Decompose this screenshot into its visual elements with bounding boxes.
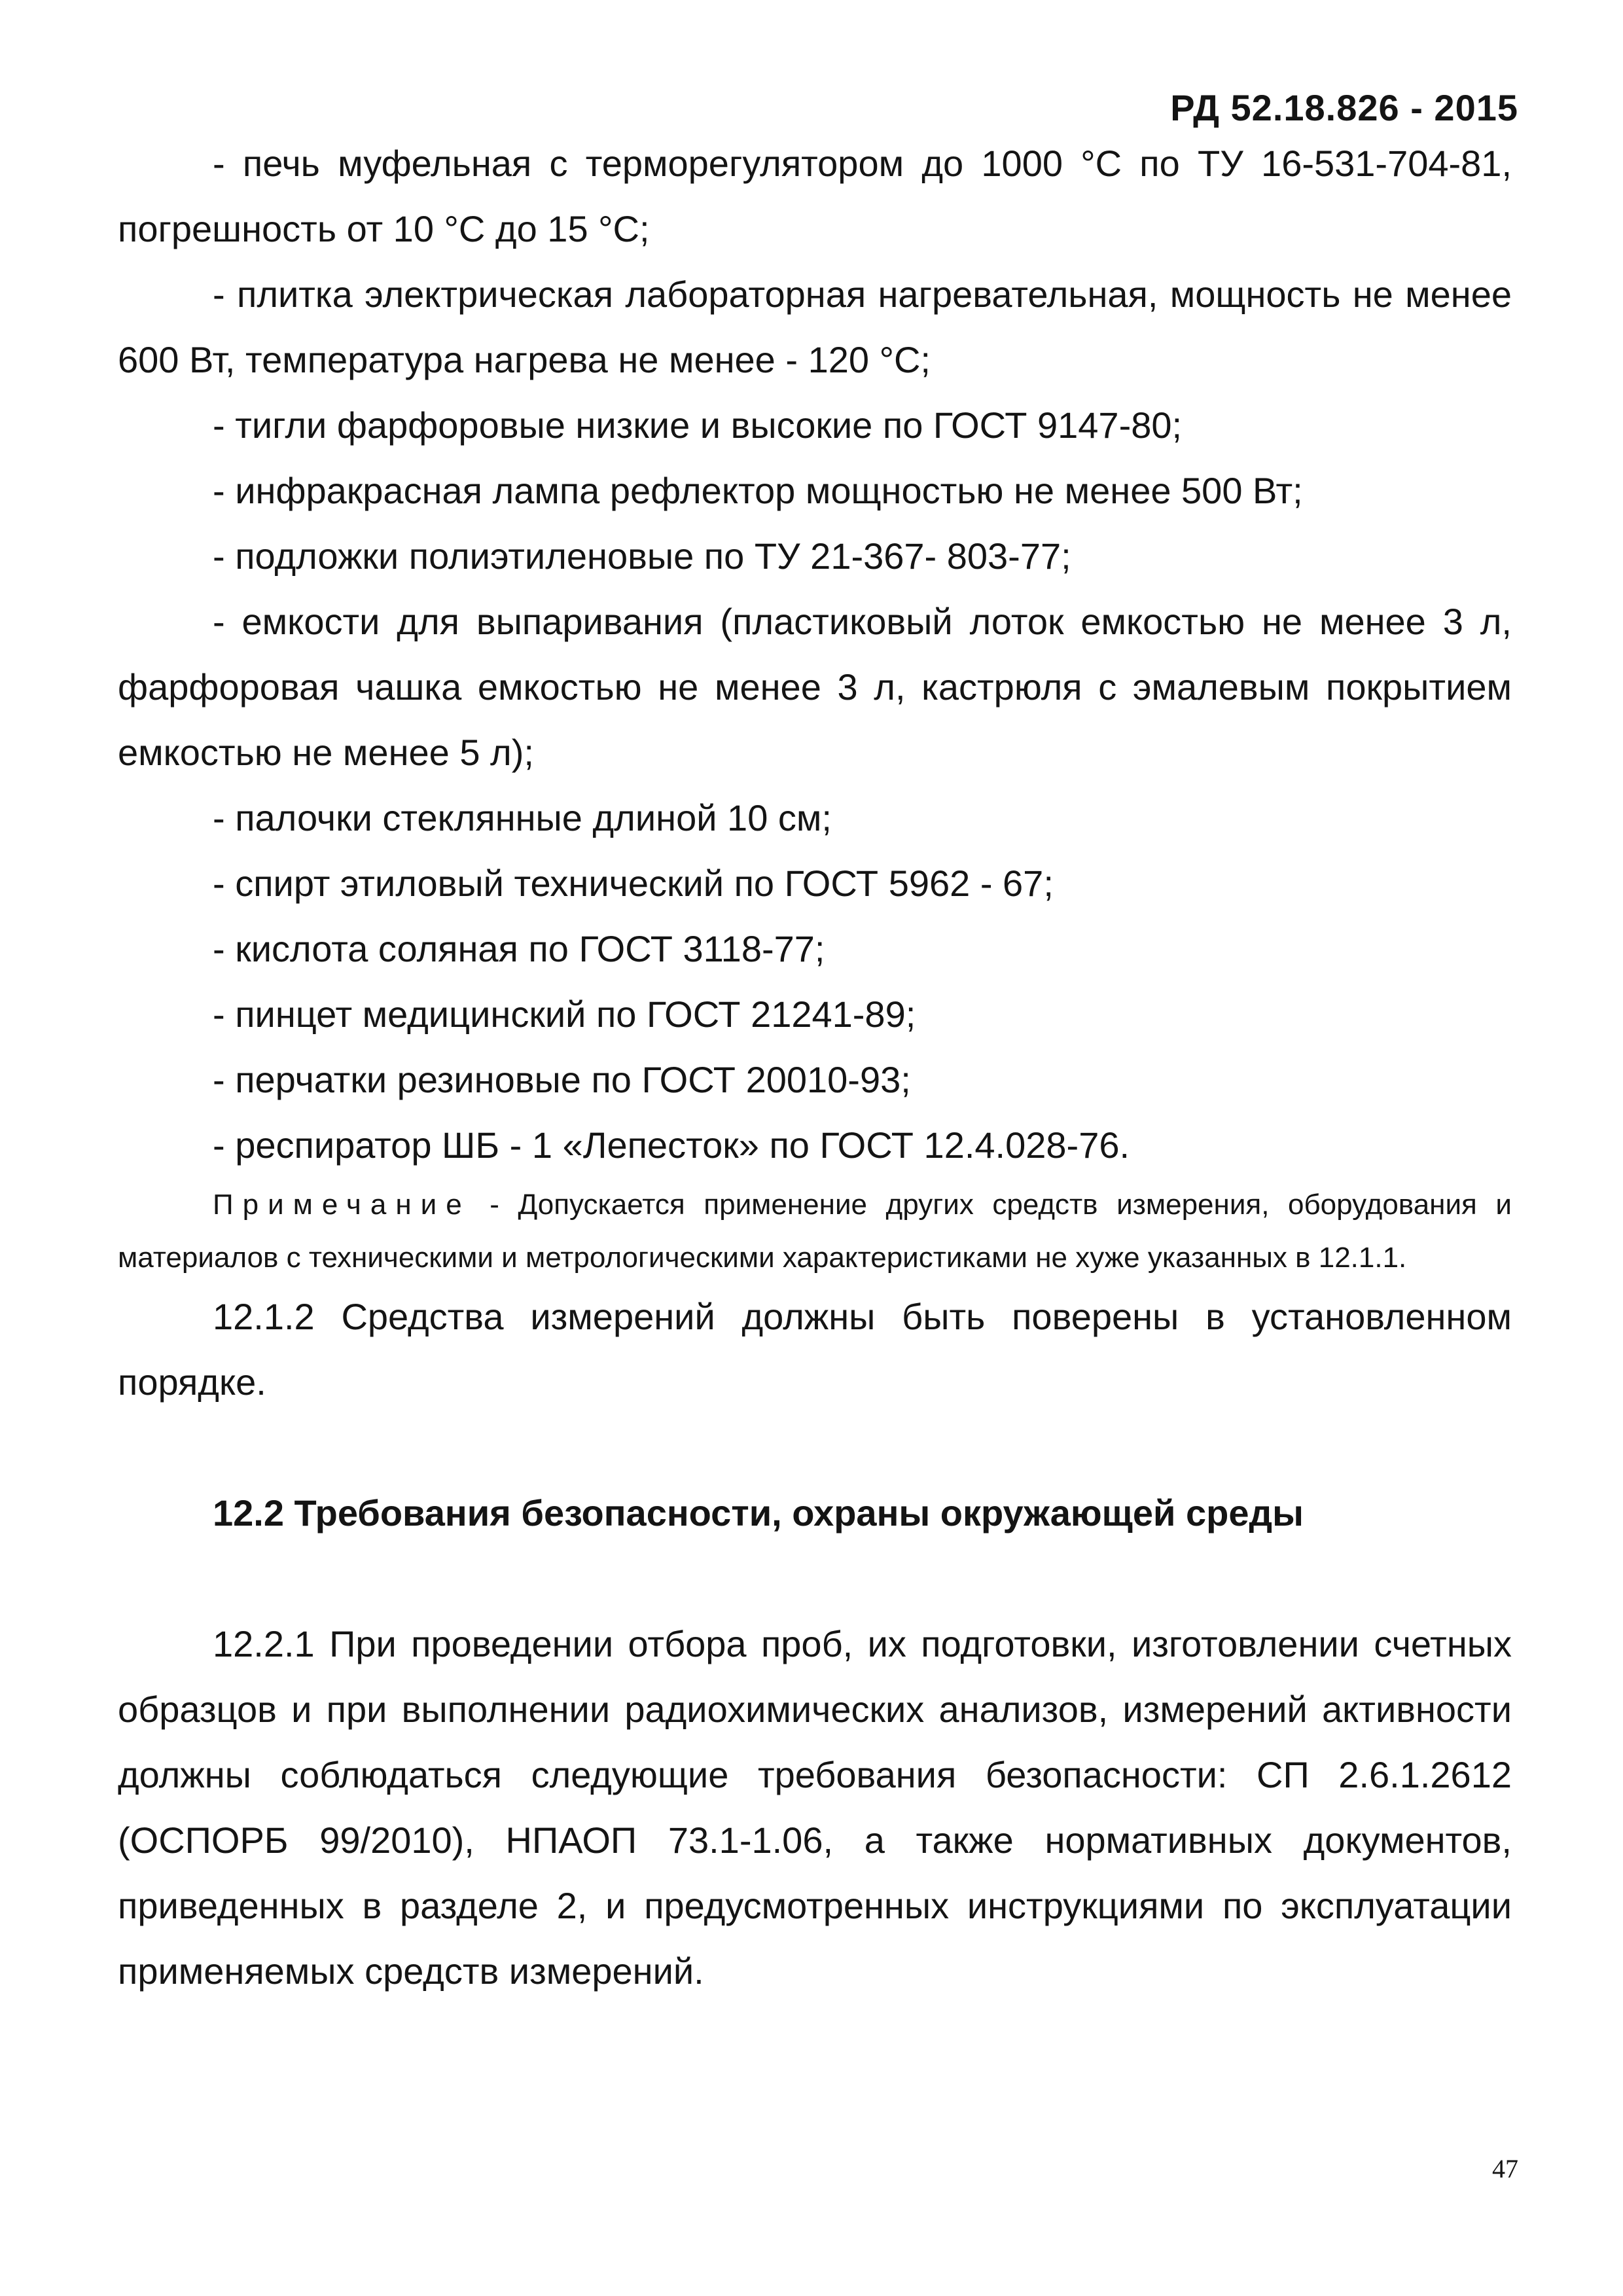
list-item: - тигли фарфоровые низкие и высокие по ГОСТ 9147-80;	[213, 404, 1183, 446]
list-item: - емкости для выпаривания (пластиковый лоток емкостью не менее 3 л, фарфоровая чашка емкостью не менее 3 л, кастрюля с эмалевым покрытием емкостью не менее 5 л);	[118, 601, 1512, 773]
note-label: Примечание	[213, 1189, 471, 1221]
section-heading: 12.2 Требования безопасности, охраны окружающей среды	[213, 1492, 1304, 1534]
document-code: РД 52.18.826 - 2015	[1170, 87, 1518, 128]
list-item: - палочки стеклянные длиной 10 см;	[213, 797, 832, 838]
list-item: - подложки полиэтиленовые по ТУ 21-367- 803-77;	[213, 535, 1071, 577]
page-content	[118, 131, 1512, 2004]
list-item: - кислота соляная по ГОСТ 3118-77;	[213, 928, 825, 969]
list-item: - печь муфельная с терморегулятором до 1000 °С по ТУ 16-531-704-81, погрешность от 10 °С до 15 °С;	[118, 143, 1512, 249]
list-item: - респиратор ШБ - 1 «Лепесток» по ГОСТ 12.4.028-76.	[213, 1124, 1130, 1166]
note-paragraph	[118, 1178, 1512, 1284]
paragraph-12-2-1: 12.2.1 При проведении отбора проб, их подготовки, изготовлении счетных образцов и при выполнении радиохимических анализов, измерений активности должны соблюдаться следующие требования безопасности: СП 2.6.1.2612 (ОСПОРБ 99/2010), НПАОП 73.1-1.06, а также нормативных документов, приведенных в разделе 2, и предусмотренных инструкциями по эксплуатации применяемых средств измерений.	[118, 1623, 1512, 1992]
list-item: - инфракрасная лампа рефлектор мощностью не менее 500 Вт;	[213, 470, 1303, 511]
list-item: - пинцет медицинский по ГОСТ 21241-89;	[213, 994, 916, 1035]
note-text: - Допускается применение других средств измерения, оборудования и материалов с техническими и метрологическими характеристиками не хуже указанных в 12.1.1.	[118, 1189, 1512, 1274]
list-item: - перчатки резиновые по ГОСТ 20010-93;	[213, 1059, 911, 1100]
list-item: - плитка электрическая лабораторная нагревательная, мощность не менее 600 Вт, температура нагрева не менее - 120 °С;	[118, 274, 1512, 380]
list-item: - спирт этиловый технический по ГОСТ 5962 - 67;	[213, 863, 1054, 904]
paragraph-12-1-2: 12.1.2 Средства измерений должны быть поверены в установленном порядке.	[118, 1296, 1512, 1403]
page-number: 47	[1492, 2154, 1518, 2183]
